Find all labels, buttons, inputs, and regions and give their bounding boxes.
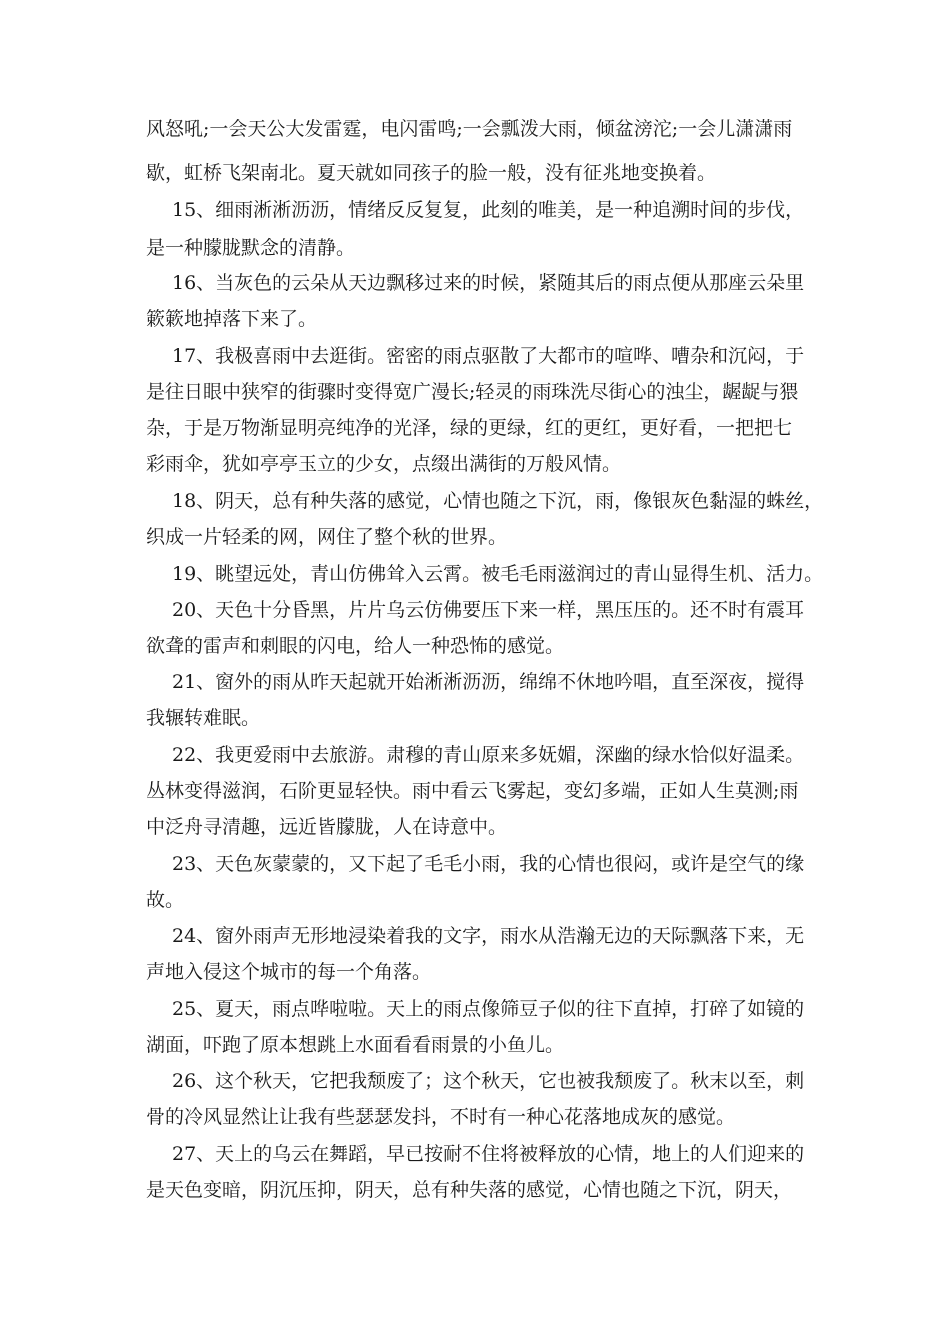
text-line: 是天色变暗，阴沉压抑，阴天，总有种失落的感觉，心情也随之下沉，阴天， [146,1179,793,1201]
text-line: 簌簌地掉落下来了。 [146,308,318,330]
text-line: 15、细雨淅淅沥沥，情绪反反复复，此刻的唯美，是一种追溯时间的步伐， [172,199,805,221]
text-line: 19、眺望远处，青山仿佛耸入云霄。被毛毛雨滋润过的青山显得生机、活力。 [172,563,824,585]
text-line: 21、窗外的雨从昨天起就开始淅淅沥沥，绵绵不休地吟唱，直至深夜，搅得 [172,671,805,693]
text-line: 27、天上的乌云在舞蹈，早已按耐不住将被释放的心情，地上的人们迎来的 [172,1143,805,1165]
text-line: 是一种朦胧默念的清静。 [146,237,356,259]
text-line: 彩雨伞，犹如亭亭玉立的少女，点缀出满街的万般风情。 [146,453,622,475]
text-line: 丛林变得滋润，石阶更显轻快。雨中看云飞雾起，变幻多端，正如人生莫测;雨 [146,780,799,802]
text-line: 骨的冷风显然让让我有些瑟瑟发抖，不时有一种心花落地成灰的感觉。 [146,1106,736,1128]
text-line: 中泛舟寻清趣，远近皆朦胧，人在诗意中。 [146,816,508,838]
text-line: 18、阴天，总有种失落的感觉，心情也随之下沉，雨，像银灰色黏湿的蛛丝， [172,490,824,512]
text-line: 故。 [146,889,185,911]
text-line: 声地入侵这个城市的每一个角落。 [146,961,432,983]
text-line: 湖面，吓跑了原本想跳上水面看看雨景的小鱼儿。 [146,1034,565,1056]
text-line: 26、这个秋天，它把我颓废了；这个秋天，它也被我颓废了。秋末以至，刺 [172,1070,805,1092]
text-line: 24、窗外雨声无形地浸染着我的文字，雨水从浩瀚无边的天际飘落下来，无 [172,925,805,947]
text-line: 23、天色灰蒙蒙的，又下起了毛毛小雨，我的心情也很闷，或许是空气的缘 [172,853,805,875]
text-line: 杂，于是万物渐显明亮纯净的光泽，绿的更绿，红的更红，更好看，一把把七 [146,417,793,439]
text-line: 织成一片轻柔的网，网住了整个秋的世界。 [146,526,508,548]
text-line: 我辗转难眠。 [146,707,261,729]
text-line: 17、我极喜雨中去逛街。密密的雨点驱散了大都市的喧哗、嘈杂和沉闷，于 [172,345,805,367]
text-line: 25、夏天，雨点哗啦啦。天上的雨点像筛豆子似的往下直掉，打碎了如镜的 [172,998,805,1020]
text-line: 20、天色十分昏黑，片片乌云仿佛要压下来一样，黑压压的。还不时有震耳 [172,599,805,621]
text-line: 22、我更爱雨中去旅游。肃穆的青山原来多妩媚，深幽的绿水恰似好温柔。 [172,744,805,766]
text-line: 欲聋的雷声和刺眼的闪电，给人一种恐怖的感觉。 [146,635,565,657]
text-line: 是往日眼中狭窄的街骤时变得宽广漫长;轻灵的雨珠洗尽街心的浊尘，龌龊与猥 [146,381,799,403]
text-line: 风怒吼;一会天公大发雷霆，电闪雷鸣;一会瓢泼大雨，倾盆滂沱;一会儿潇潇雨 [146,118,793,140]
text-line: 16、当灰色的云朵从天边飘移过来的时候，紧随其后的雨点便从那座云朵里 [172,272,805,294]
text-line: 歇，虹桥飞架南北。夏天就如同孩子的脸一般，没有征兆地变换着。 [146,162,717,184]
